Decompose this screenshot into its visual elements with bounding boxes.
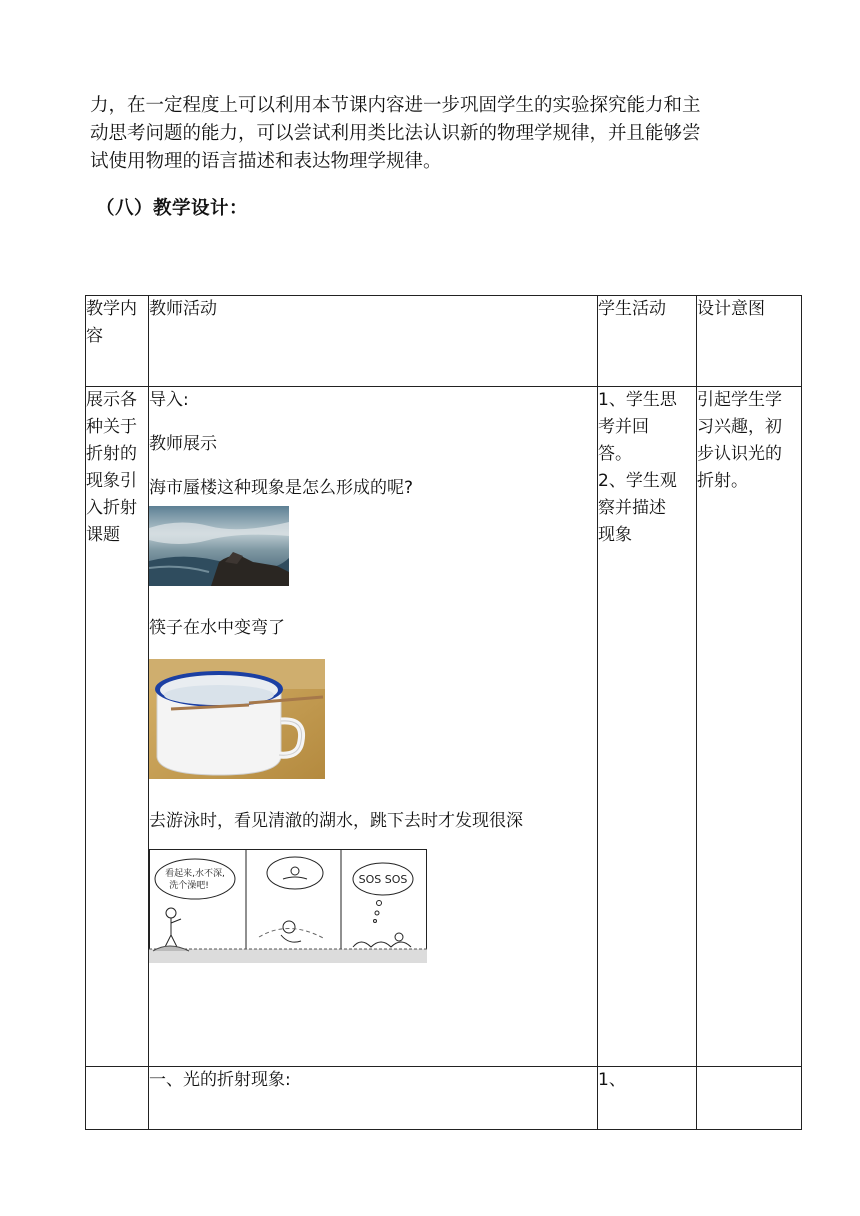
paragraph-line: 动思考问题的能力，可以尝试利用类比法认识新的物理学规律，并且能够尝 [90, 123, 701, 144]
comic-bubble-text: 看起来,水不深, [165, 869, 225, 879]
row1-content: 展示各种关于折射的现象引入折射课题 [86, 387, 149, 1067]
header-teacher: 教师活动 [149, 296, 598, 387]
mirage-question: 海市蜃楼这种现象是怎么形成的呢? [149, 478, 414, 498]
teaching-design-table [85, 295, 802, 1130]
paragraph-line: 力，在一定程度上可以利用本节课内容进一步巩固学生的实验探究能力和主 [90, 95, 701, 116]
section-heading: （八）教学设计： [96, 198, 249, 219]
table-row [86, 1067, 802, 1130]
row2-teacher: 一、光的折射现象: [149, 1067, 598, 1130]
intro-paragraph [90, 92, 790, 176]
table-row [86, 387, 802, 1067]
swimming-comic-image [149, 849, 597, 972]
chopstick-caption: 筷子在水中变弯了 [149, 618, 285, 638]
row2-student: 1、 [598, 1067, 697, 1130]
swim-caption: 去游泳时，看见清澈的湖水，跳下去时才发现很深 [149, 811, 523, 831]
row2-content [86, 1067, 149, 1130]
mirage-image [149, 506, 597, 595]
comic-sos-text: SOS SOS [358, 873, 408, 886]
student-activity-2: 2、学生观察并描述现象 [598, 471, 677, 545]
teacher-show: 教师展示 [149, 434, 217, 454]
svg-text:洗个澡吧!: 洗个澡吧! [169, 881, 209, 891]
row1-student [598, 387, 697, 1067]
chopstick-cup-image [149, 659, 597, 788]
row1-intent: 引起学生学习兴趣，初步认识光的折射。 [697, 387, 802, 1067]
paragraph-line: 试使用物理的语言描述和表达物理学规律。 [90, 151, 442, 172]
row1-teacher [149, 387, 598, 1067]
table-header-row [86, 296, 802, 387]
intro-label: 导入: [149, 390, 189, 410]
header-content: 教学内容 [86, 296, 149, 387]
row2-intent [697, 1067, 802, 1130]
header-intent: 设计意图 [697, 296, 802, 387]
header-student: 学生活动 [598, 296, 697, 387]
student-activity-1: 1、学生思考并回答。 [598, 390, 677, 464]
